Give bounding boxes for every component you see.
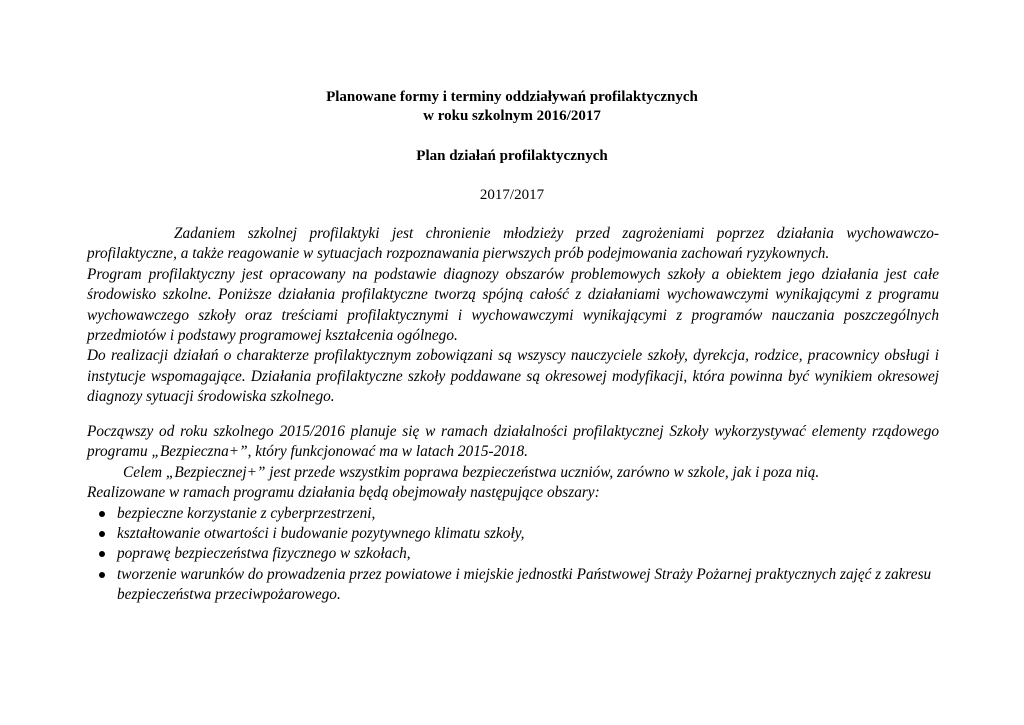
paragraph-program-goal: Celem „Bezpiecznej+” jest przede wszystkim poprawa bezpieczeństwa uczniów, zarówno w szkole, jak i poza nią. [123, 463, 820, 481]
areas-list [87, 504, 939, 606]
bullet-icon [99, 531, 105, 537]
paragraph-program-basis: Program profilaktyczny jest opracowany na podstawie diagnozy obszarów problemowych szkoły a obiektem jego działania jest całe środowisko szkolne. Poniższe działania profilaktyczne tworzą spójną całość z działaniami wychowawczymi wynikającymi z programu wychowawczego szkoły oraz treściami profilaktycznymi i wychowawczymi wynikającymi z programów nauczania poszczególnych przedmiotów i podstawy programowej kształcenia ogólnego. [87, 265, 939, 345]
list-item [87, 544, 939, 564]
list-item [87, 565, 939, 606]
year-label: 2017/2017 [479, 187, 545, 203]
list-item-text: poprawę bezpieczeństwa fizycznego w szkołach, [117, 545, 411, 563]
bullet-icon [99, 511, 105, 517]
paragraph-prevention-task: Zadaniem szkolnej profilaktyki jest chronienie młodzieży przed zagrożeniami poprzez działania wychowawczo-profilaktyczne, a także reagowanie w sytuacjach rozpoznawania pierwszych prób podejmowania zachowań ryzykownych. [87, 225, 939, 263]
list-item [87, 504, 939, 524]
program-section [87, 422, 939, 606]
list-item-text: bezpieczne korzystanie z cyberprzestrzeni, [117, 504, 376, 522]
document-subtitle: w roku szkolnym 2016/2017 [423, 108, 601, 124]
paragraph-responsibility: Do realizacji działań o charakterze profilaktycznym zobowiązani są wszyscy nauczyciele szkoły, dyrekcja, rodzice, pracownicy obsługi i instytucje wspomagające. Działania profilaktyczne szkoły poddawane są okresowej modyfikacji, która powinna być wynikiem okresowej diagnozy sytuacji środowiska szkolnego. [87, 347, 939, 406]
bullet-icon [99, 551, 105, 557]
list-item [87, 524, 939, 544]
plan-title: Plan działań profilaktycznych [416, 148, 608, 164]
intro-section [87, 224, 939, 408]
paragraph-bezpieczna-program: Począwszy od roku szkolnego 2015/2016 planuje się w ramach działalności profilaktycznej Szkoły wykorzystywać elementy rządowego programu „Bezpieczna+”, który funkcjonować ma w latach 2015-2018. [87, 423, 939, 461]
list-item-text: tworzenie warunków do prowadzenia przez powiatowe i miejskie jednostki Państwowej Straży Pożarnej praktycznych zajęć z zakresu bezpieczeństwa przeciwpożarowego. [117, 565, 932, 604]
list-item-text: kształtowanie otwartości i budowanie pozytywnego klimatu szkoły, [117, 525, 525, 543]
document-title: Planowane formy i terminy oddziaływań profilaktycznych [326, 89, 698, 105]
bullet-icon [99, 572, 105, 578]
paragraph-areas-intro: Realizowane w ramach programu działania będą obejmowały następujące obszary: [87, 484, 600, 502]
